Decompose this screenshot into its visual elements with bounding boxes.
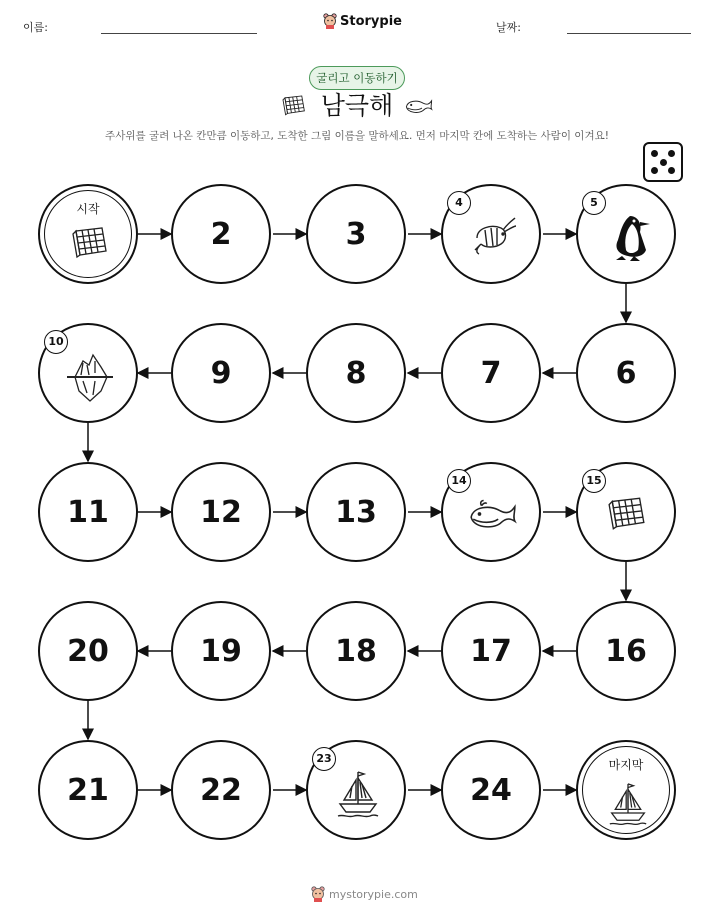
cell-12 — [171, 462, 271, 562]
cell-13 — [306, 462, 406, 562]
cell-24 — [441, 740, 541, 840]
cell-3 — [306, 184, 406, 284]
cell-number: 13 — [335, 494, 377, 530]
cell-number: 6 — [615, 355, 637, 391]
cell-badge: 15 — [582, 469, 606, 493]
cell-number: 8 — [345, 355, 367, 391]
cell-10 — [38, 323, 138, 423]
cell-16 — [576, 601, 676, 701]
cell-number: 12 — [200, 494, 242, 530]
cell-15 — [576, 462, 676, 562]
cell-14 — [441, 462, 541, 562]
bear-logo-icon — [311, 886, 325, 902]
sailboat-icon — [608, 780, 648, 826]
cell-number: 24 — [470, 772, 512, 808]
name-label: 이름: — [23, 21, 48, 34]
footer — [311, 886, 418, 902]
cell-number: 16 — [605, 633, 647, 669]
cell-4 — [441, 184, 541, 284]
cell-number: 11 — [67, 494, 109, 530]
cell-7 — [441, 323, 541, 423]
cell-start — [38, 184, 138, 284]
cell-badge: 10 — [44, 330, 68, 354]
instructions: 주사위를 굴려 나온 칸만큼 이동하고, 도착한 그림 이름을 말하세요. 먼저 마지막 칸에 도착하는 사람이 이겨요! — [105, 130, 609, 142]
cell-23 — [306, 740, 406, 840]
cell-11 — [38, 462, 138, 562]
cell-badge: 5 — [582, 191, 606, 215]
cell-number: 19 — [200, 633, 242, 669]
cell-badge: 14 — [447, 469, 471, 493]
cell-20 — [38, 601, 138, 701]
cell-6 — [576, 323, 676, 423]
cell-number: 18 — [335, 633, 377, 669]
footer-site[interactable]: mystorypie.com — [329, 887, 418, 901]
finish-label: 마지막 — [608, 758, 644, 772]
cell-9 — [171, 323, 271, 423]
cell-18 — [306, 601, 406, 701]
cell-badge: 23 — [312, 747, 336, 771]
towel-icon — [606, 494, 648, 532]
cell-number: 7 — [480, 355, 502, 391]
cell-number: 9 — [210, 355, 232, 391]
cell-number: 20 — [67, 633, 109, 669]
penguin-icon — [606, 210, 652, 264]
towel-icon — [70, 224, 110, 260]
cell-number: 2 — [210, 216, 232, 252]
cell-22 — [171, 740, 271, 840]
cell-number: 22 — [200, 772, 242, 808]
game-tag: 굴리고 이동하기 — [309, 66, 405, 90]
sailboat-icon — [336, 768, 380, 818]
cell-2 — [171, 184, 271, 284]
whale-icon — [467, 498, 519, 530]
brand-name: Storypie — [340, 13, 402, 29]
page-title: 남극해 — [320, 91, 394, 120]
date-label: 날짜: — [496, 21, 521, 34]
cell-17 — [441, 601, 541, 701]
start-label: 시작 — [76, 202, 100, 216]
cell-19 — [171, 601, 271, 701]
cell-5 — [576, 184, 676, 284]
cell-finish — [576, 740, 676, 840]
cell-badge: 4 — [447, 191, 471, 215]
cell-8 — [306, 323, 406, 423]
iceberg-icon — [65, 351, 115, 403]
shrimp-icon — [469, 216, 517, 256]
cell-number: 3 — [345, 216, 367, 252]
cell-21 — [38, 740, 138, 840]
cell-number: 17 — [470, 633, 512, 669]
cell-number: 21 — [67, 772, 109, 808]
